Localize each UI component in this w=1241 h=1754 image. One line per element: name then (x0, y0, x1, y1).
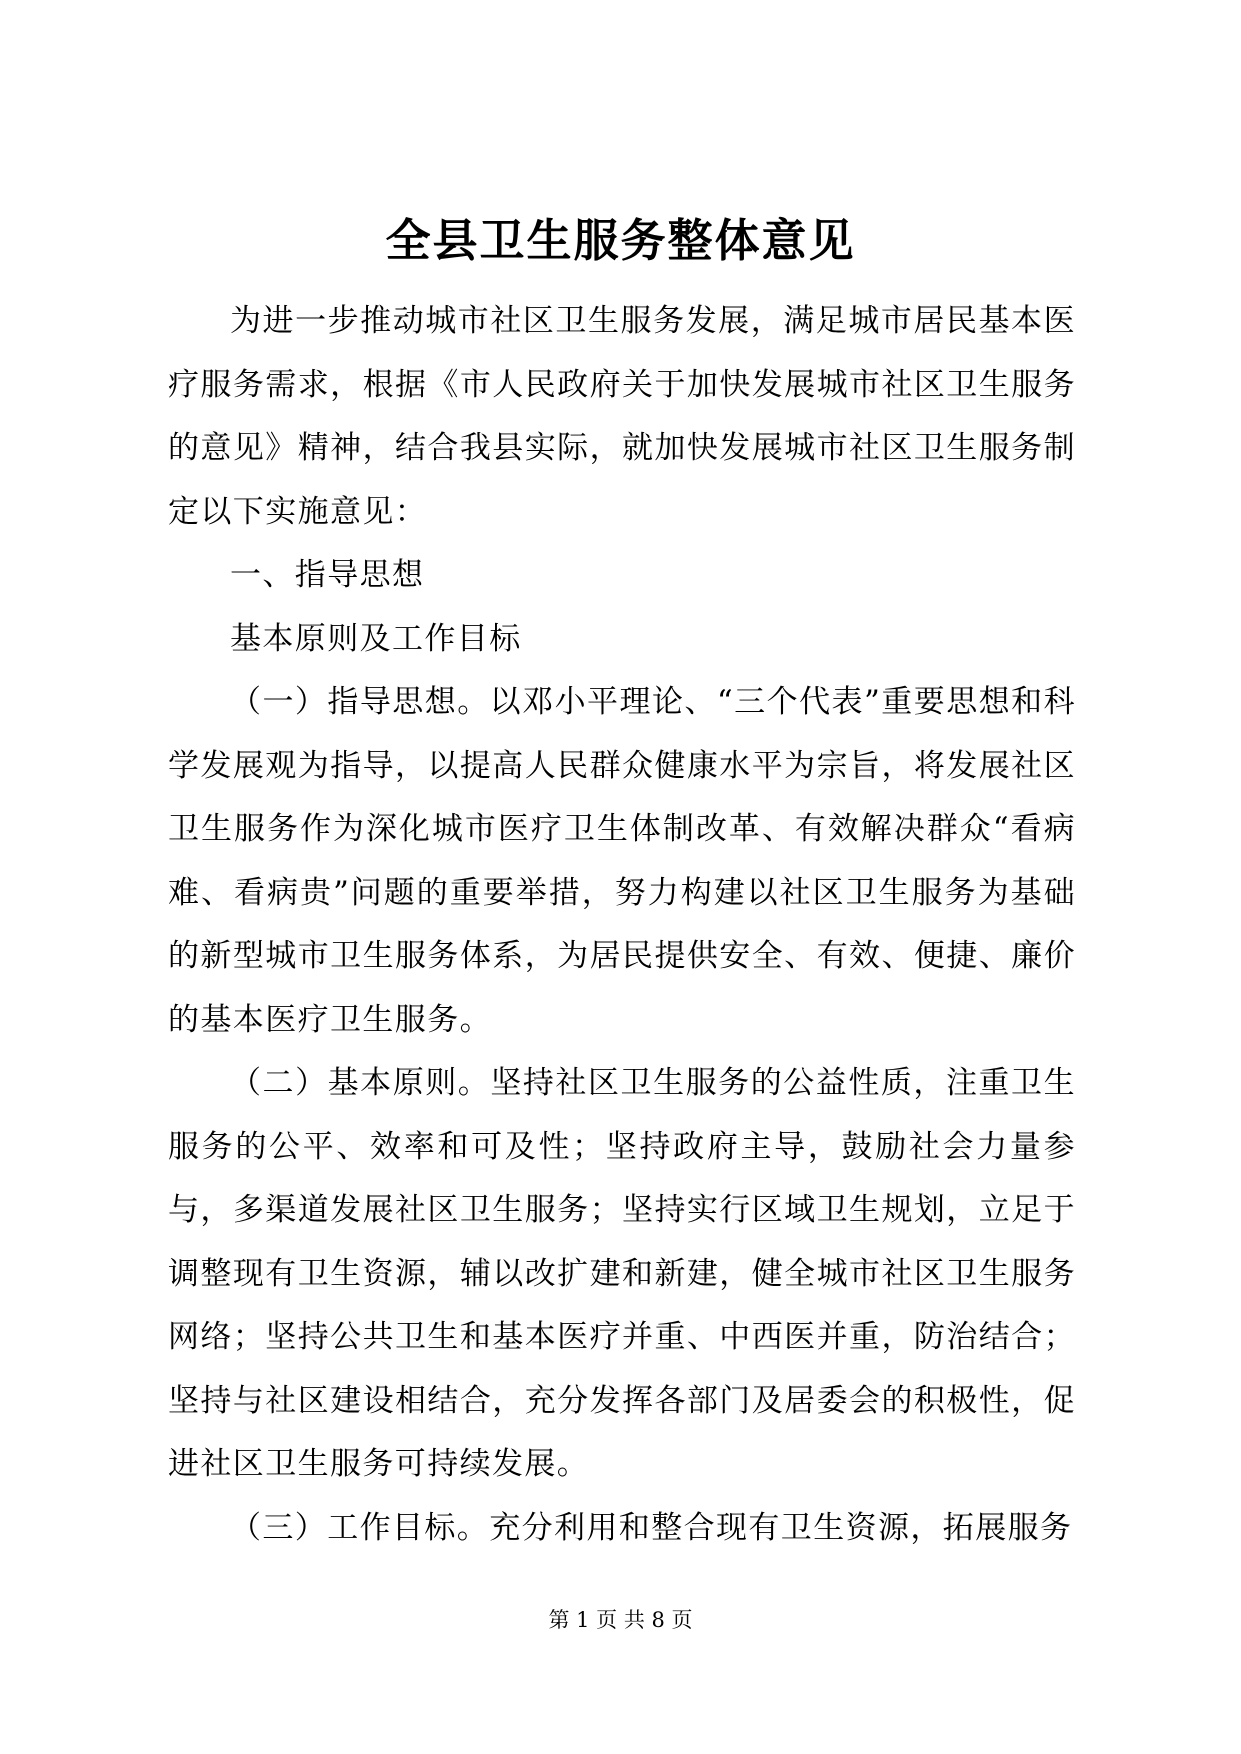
document-body (168, 290, 1076, 1560)
document-title: 全县卫生服务整体意见 (385, 214, 856, 267)
section-subheading-principles-goals: 基本原则及工作目标 (230, 620, 522, 657)
paragraph-intro: 为进一步推动城市社区卫生服务发展，满足城市居民基本医疗服务需求，根据《市人民政府关于加快发展城市社区卫生服务的意见》精神，结合我县实际，就加快发展城市社区卫生服务制定以下实施意见： (168, 303, 1076, 530)
section-heading-guiding-thought: 一、指导思想 (230, 557, 425, 593)
paragraph-guiding-thought: （一）指导思想。以邓小平理论、“三个代表”重要思想和科学发展观为指导，以提高人民群众健康水平为宗旨，将发展社区卫生服务作为深化城市医疗卫生体制改革、有效解决群众“看病难、看病贵”问题的重要举措，努力构建以社区卫生服务为基础的新型城市卫生服务体系，为居民提供安全、有效、便捷、廉价的基本医疗卫生服务。 (168, 684, 1076, 1038)
paragraph-work-goals: （三）工作目标。充分利用和整合现有卫生资源，拓展服务 (230, 1509, 1073, 1546)
page-footer: 第 1 页 共 8 页 (548, 1608, 693, 1632)
paragraph-basic-principles: （二）基本原则。坚持社区卫生服务的公益性质，注重卫生服务的公平、效率和可及性；坚持政府主导，鼓励社会力量参与，多渠道发展社区卫生服务；坚持实行区域卫生规划，立足于调整现有卫生资源，辅以改扩建和新建，健全城市社区卫生服务网络；坚持公共卫生和基本医疗并重、中西医并重，防治结合；坚持与社区建设相结合，充分发挥各部门及居委会的积极性，促进社区卫生服务可持续发展。 (168, 1065, 1076, 1482)
